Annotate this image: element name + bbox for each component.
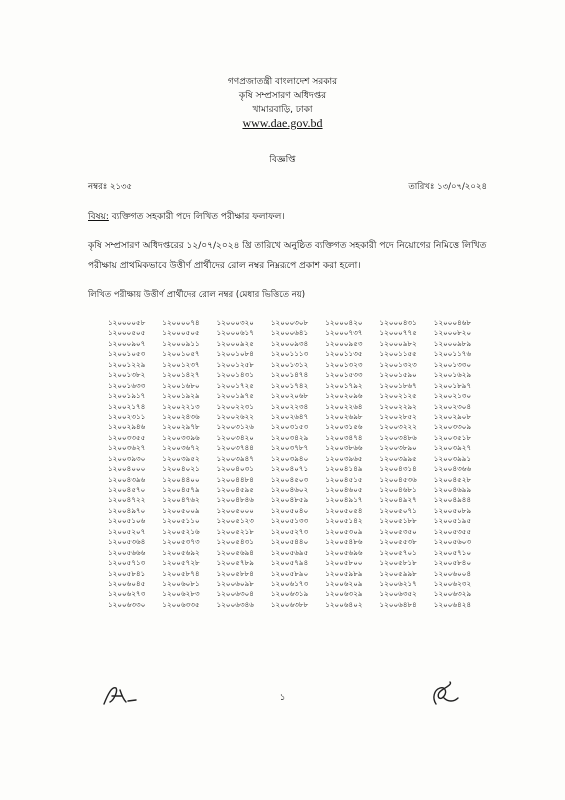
roll-number: ১২০০১৯১৭ <box>108 391 146 401</box>
subject-text: ব্যক্তিগত সহকারী পদে লিখিত পরীক্ষার ফলাফল। <box>108 212 285 222</box>
roll-number: ১২০০৪৬০৫ <box>325 485 363 494</box>
roll-number: ১২০০৫৯৮৯ <box>325 568 363 578</box>
roll-number: ১২০০৫১৯৫ <box>433 516 472 526</box>
roll-number: ১২০০১৩২৩ <box>325 359 363 369</box>
roll-number: ১২০০৪৯১৭ <box>325 495 363 505</box>
roll-number: ১২০০৫৮৪১ <box>108 568 146 578</box>
roll-number: ১২০০৩৯৬৫ <box>325 453 363 463</box>
roll-number: ১২০০২৯৭৮ <box>162 422 200 432</box>
roll-number: ১২০০৪৫৩৬ <box>379 474 417 484</box>
roll-number: ১২০০২৩১১ <box>108 411 146 421</box>
roll-number: ১২০০৪৪৮৪ <box>216 474 254 484</box>
roll-number: ১২০০৬৩৩০ <box>108 599 146 609</box>
roll-number: ১২০০১৭২৫ <box>216 380 254 390</box>
roll-number: ১২০০১২৩৭ <box>162 359 200 369</box>
roll-number: ১২০০৫০০৯ <box>162 505 200 515</box>
roll-number: ১২০০২৮৫২ <box>379 411 417 421</box>
roll-number: ১২০০০৫০৫ <box>108 328 146 338</box>
roll-number: ১২০০৬৩২৯ <box>433 589 472 599</box>
roll-number: ১২০০১০৫৭ <box>162 349 200 359</box>
roll-number: ১২০০৫১৪২ <box>325 516 363 526</box>
roll-number: ১২০০৪৩৯৬ <box>108 474 146 484</box>
roll-number: ১২০০১১১৩ <box>270 349 309 359</box>
roll-number: ১২০০৬৩৮৮ <box>270 599 309 609</box>
roll-number-grid <box>108 318 488 610</box>
memo-number: নম্বরঃ ২১৩৫ <box>88 182 133 192</box>
notice-date: তারিখঃ ১৩/০৭/২০২৪ <box>408 182 487 192</box>
roll-number: ১২০০৪১৪৯ <box>325 464 363 474</box>
roll-number: ১২০০০৬৪১ <box>270 328 309 338</box>
roll-number: ১২০০৬৩১৯ <box>270 589 309 599</box>
roll-number: ১২০০৩৯৪০ <box>270 453 309 463</box>
roll-number: ১২০০৩৮৬৬ <box>325 443 363 453</box>
roll-number: ১২০০৪৫২৮ <box>433 474 472 484</box>
roll-number: ১২০০০৩০৮ <box>270 318 309 327</box>
roll-number: ১২০০৬৩২৯ <box>325 589 363 599</box>
roll-number: ১২০০৫৬৯৬ <box>325 547 363 557</box>
roll-number: ১২০০৪০২১ <box>162 464 200 474</box>
roll-number: ১২০০০৩২০ <box>216 318 254 327</box>
roll-number: ১২০০২৬২২ <box>216 411 254 421</box>
roll-number: ১২০০১৩২৩ <box>379 359 417 369</box>
roll-number: ১২০০৫৩৭৩ <box>162 537 200 547</box>
roll-number: ১২০০২২৩১ <box>216 401 254 411</box>
roll-number: ১২০০০০৫৮ <box>108 318 146 327</box>
roll-number: ১২০০৪৬৯৯ <box>433 485 472 494</box>
roll-number: ১২০০০৯০৭ <box>108 338 146 348</box>
roll-number: ১২০০১৪২৭ <box>162 370 200 380</box>
roll-number: ১২০০৪৬৮১ <box>379 485 417 494</box>
roll-number: ১২০০১৩৩০ <box>433 359 472 369</box>
roll-number: ১২০০৫৪৪০ <box>270 537 309 547</box>
roll-number: ১২০০১১৭৬ <box>433 349 472 359</box>
roll-number: ১২০০৩৯৯৫ <box>379 453 417 463</box>
roll-number: ১২০০৬৪০২ <box>325 599 363 609</box>
roll-number: ১২০০৪৩১৪ <box>379 464 417 474</box>
roll-number: ১২০০০৮২০ <box>433 328 472 338</box>
roll-number: ১২০০৩৯৪৭ <box>216 453 254 463</box>
roll-number: ১২০০২৩০৪ <box>433 401 472 411</box>
roll-number: ১২০০৫৮১৮ <box>379 558 417 568</box>
roll-number: ১২০০১১৫৫ <box>379 349 417 359</box>
roll-number: ১২০০৪৫১৫ <box>325 474 363 484</box>
roll-number: ১২০০১৮৯৭ <box>433 380 472 390</box>
roll-number: ১২০০৫৬৯৫ <box>270 547 309 557</box>
roll-number: ১২০০১৭৯২ <box>325 380 363 390</box>
roll-number: ১২০০৫৮৪০ <box>433 558 472 568</box>
roll-number: ১২০০৬০৯৮ <box>216 578 254 588</box>
roll-number: ১২০০৪৪০০ <box>162 474 200 484</box>
subject-label: বিষয়: <box>88 212 109 222</box>
roll-number: ১২০০১২৫৮ <box>216 359 254 369</box>
roll-number: ১২০০৩৩৯৬ <box>162 432 200 442</box>
roll-number: ১২০০৪৭৬২ <box>162 495 200 505</box>
roll-number: ১২০০৫৮০০ <box>325 558 363 568</box>
roll-number: ১২০০৫৭৯৪ <box>270 558 309 568</box>
roll-number: ১২০০৩৯৩০ <box>108 453 146 463</box>
roll-number: ১২০০২০৬৮ <box>270 391 309 401</box>
roll-number: ১২০০১২২৯ <box>108 359 146 369</box>
roll-number: ১২০০২৪৩৬ <box>162 411 200 421</box>
roll-number: ১২০০৫১৮৮ <box>379 516 417 526</box>
roll-number: ১২০০৫৯৯৮ <box>379 568 417 578</box>
roll-number: ১২০০৪৩৬৬ <box>433 464 472 474</box>
roll-number: ১২০০৫৬৯৪ <box>216 547 254 557</box>
roll-number: ১২০০৬৩৩৫ <box>162 599 200 609</box>
roll-number: ১২০০৩১৫৬ <box>325 422 363 432</box>
subject-line <box>88 209 285 224</box>
roll-number: ১২০০২১৩০ <box>433 391 472 401</box>
roll-number: ১২০০৩৪৭৪ <box>325 432 363 442</box>
roll-number: ১২০০৫১৩৩ <box>270 516 309 526</box>
roll-number: ১২০০৫৬০৩ <box>433 537 472 547</box>
roll-number: ১২০০৬৩৫২ <box>379 589 417 599</box>
roll-number: ১২০০১৭৪২ <box>270 380 309 390</box>
roll-number: ১২০০১৮৬৭ <box>379 380 417 390</box>
roll-number: ১২০০৪০৭১ <box>270 464 309 474</box>
roll-number: ১২০০৩৯৯১ <box>433 453 472 463</box>
roll-number: ১২০০১৯২৯ <box>162 391 200 401</box>
roll-number: ১২০০৫৮৮৪ <box>216 568 254 578</box>
govt-name: গণপ্রজাতন্ত্রী বাংলাদেশ সরকার <box>227 77 338 87</box>
roll-number: ১২০০৫১১০ <box>162 516 200 526</box>
roll-number: ১২০০৩১৫৩ <box>270 422 309 432</box>
roll-number: ১২০০০৬১৭ <box>216 328 254 338</box>
roll-number: ১২০০৫৪৮৬ <box>325 537 363 547</box>
roll-number: ১২০০৬২৮৩ <box>162 589 200 599</box>
roll-number: ১২০০৪৯৭০ <box>108 505 146 515</box>
roll-number: ১২০০৬২৩২ <box>433 578 472 588</box>
roll-number: ১২০০৪৫০৩ <box>270 474 309 484</box>
roll-number: ১২০০০৯৩৪ <box>270 338 309 348</box>
roll-number: ১২০০০৪৬৮ <box>433 318 472 327</box>
roll-number: ১২০০৪৮৪৬ <box>216 495 254 505</box>
roll-number: ১২০০২১২৫ <box>379 391 417 401</box>
roll-number: ১২০০৩৭৮৭ <box>270 443 309 453</box>
roll-number: ১২০০২২৬৪ <box>325 401 363 411</box>
department-name: কৃষি সম্প্রসারণ অধিদপ্তর <box>238 91 327 101</box>
notice-title: বিজ্ঞপ্তি <box>269 155 296 165</box>
roll-number: ১২০০৩৪২০ <box>216 432 254 442</box>
roll-number: ১২০০৩৩৫৫ <box>108 432 146 442</box>
roll-number: ১২০০৫৩৫০ <box>379 526 417 536</box>
roll-number: ১২০০৫৫৩৮ <box>379 537 417 547</box>
roll-number: ১২০০৪৫৯৫ <box>216 485 254 494</box>
roll-number: ১২০০৪৯৪৪ <box>433 495 472 505</box>
roll-number: ১২০০৫০৫৪ <box>325 505 363 515</box>
roll-number: ১২০০১০৮৪ <box>216 349 254 359</box>
roll-number: ১২০০৫৩৫৫ <box>433 526 472 536</box>
roll-number: ১২০০০৯২৫ <box>216 338 254 348</box>
roll-number: ১২০০৩২২২ <box>379 422 417 432</box>
roll-number: ১২০০১৬৮০ <box>162 380 200 390</box>
roll-number: ১২০০২১৭৪ <box>108 401 146 411</box>
roll-number: ১২০০৬২৭৩ <box>108 589 146 599</box>
roll-number: ১২০০৩৬২৭ <box>108 443 146 453</box>
roll-number: ১২০০৫৬৬৬ <box>108 547 146 557</box>
roll-number: ১২০০৬৩৪৬ <box>216 599 254 609</box>
roll-number: ১২০০৫২১৮ <box>216 526 254 536</box>
roll-number: ১২০০০০৭৪ <box>162 318 200 327</box>
roll-number: ১২০০০৯৮৯ <box>433 338 472 348</box>
roll-number: ১২০০০৫০৫ <box>162 328 200 338</box>
roll-number: ১২০০৫০৮৯ <box>433 505 472 515</box>
office-location: খামারবাড়ি, ঢাকা <box>252 105 313 115</box>
roll-number: ১২০০৩৬৭২ <box>162 443 200 453</box>
roll-number: ১২০০৩৭৪৪ <box>216 443 254 453</box>
roll-number: ১২০০৪০৩১ <box>216 464 254 474</box>
roll-number: ১২০০১৬২৯ <box>433 370 472 380</box>
roll-number: ১২০০২৬৪৭ <box>270 411 309 421</box>
roll-number: ১২০০৪৭২২ <box>108 495 146 505</box>
roll-number: ১২০০৫১০৬ <box>108 516 146 526</box>
website-link[interactable]: www.dae.gov.bd <box>242 116 323 130</box>
roll-number: ১২০০২২৩৪ <box>270 401 309 411</box>
roll-number: ১২০০৬৪৮৪ <box>379 599 417 609</box>
roll-number: ১২০০৩৯৫২ <box>162 453 200 463</box>
roll-number: ১২০০২০৯৬ <box>325 391 363 401</box>
roll-number: ১২০০৪০০০ <box>108 464 146 474</box>
roll-number: ১২০০০৭৭৫ <box>379 328 417 338</box>
roll-number: ১২০০০৯১১ <box>162 338 200 348</box>
roll-number: ১২০০৫০০০ <box>216 505 254 515</box>
roll-number: ১২০০৪৫৭৯ <box>162 485 200 494</box>
roll-number: ১২০০২৬৯৮ <box>325 411 363 421</box>
roll-number: ১২০০১৫৩৩ <box>325 370 363 380</box>
roll-number: ১২০০২৯৪৬ <box>108 422 146 432</box>
roll-number: ১২০০৫১২৩ <box>216 516 254 526</box>
roll-number: ১২০০৩৫১৮ <box>433 432 472 442</box>
roll-number: ১২০০৪৯২৭ <box>379 495 417 505</box>
roll-number: ১২০০১৫৯০ <box>379 370 417 380</box>
roll-number: ১২০০৬০৮১ <box>162 578 200 588</box>
roll-number: ১২০০১৩৮২ <box>108 370 146 380</box>
roll-number: ১২০০০৯৫৩ <box>325 338 363 348</box>
roll-number: ১২০০৫৭০১ <box>379 547 417 557</box>
roll-number: ১২০০১৪৩১ <box>216 370 254 380</box>
roll-number: ১২০০৬০৪৫ <box>108 578 146 588</box>
roll-number: ১২০০৫০৪০ <box>270 505 309 515</box>
roll-number: ১২০০৬১৭৩ <box>270 578 309 588</box>
roll-number: ১২০০১৩১২ <box>270 359 309 369</box>
roll-number: ১২০০৫৭৮৯ <box>216 558 254 568</box>
roll-number: ১২০০০৯৮২ <box>379 338 417 348</box>
roll-number: ১২০০৩৮৯০ <box>379 443 417 453</box>
roll-number: ১২০০৬২১৭ <box>379 578 417 588</box>
page-number: ১ <box>279 693 286 703</box>
roll-number: ১২০০২৯০৮ <box>433 411 472 421</box>
roll-number: ১২০০৬০০৪ <box>433 568 472 578</box>
roll-number: ১২০০৫০৭১ <box>379 505 417 515</box>
roll-number: ১২০০৫৭২৮ <box>162 558 200 568</box>
roll-number: ১২০০২২১৩ <box>162 401 200 411</box>
roll-number: ১২০০০৭৩৭ <box>325 328 363 338</box>
roll-number: ১২০০১১৩৫ <box>325 349 363 359</box>
roll-number: ১২০০৫২১৬ <box>162 526 200 536</box>
roll-number: ১২০০১০৫৩ <box>108 349 146 359</box>
roll-number: ১২০০৫৪৩১ <box>216 537 254 547</box>
roll-number: ১২০০০৪৩১ <box>379 318 417 327</box>
roll-number: ১২০০৩৯২৭ <box>433 443 472 453</box>
roll-number: ১২০০৬২০৯ <box>325 578 363 588</box>
roll-number: ১২০০৩৪২৯ <box>270 432 309 442</box>
body-paragraph: কৃষি সম্প্রসারণ অধিদপ্তরের ১২/০৭/২০২৪ খ্রি তারিখে অনুষ্ঠিত ব্যক্তিগত সহকারী পদে নিয়োগের নিমিত্তে লিখিত পরীক্ষায় প্রাথমিকভাবে উত্তীর্ণ প্রার্থীদের রোল নম্বর নিম্নরূপে প্রকাশ করা হলো। <box>88 241 487 271</box>
signature-right <box>426 680 462 708</box>
roll-number: ১২০০৬৪২৪ <box>433 599 472 609</box>
roll-number: ১২০০১৯৭৫ <box>216 391 254 401</box>
roll-number: ১২০০৫৭১৩ <box>108 558 146 568</box>
roll-number: ১২০০৬৩০৪ <box>216 589 254 599</box>
roll-number: ১২০০২২৯২ <box>379 401 417 411</box>
roll-number: ১২০০৫৩০৯ <box>325 526 363 536</box>
roll-number: ১২০০৩৪৮৬ <box>379 432 417 442</box>
roll-number: ১২০০১৬৩৩ <box>108 380 146 390</box>
roll-number: ১২০০৫৭১০ <box>433 547 472 557</box>
roll-number: ১২০০৪৫৭০ <box>108 485 146 494</box>
roll-number: ১২০০৫৮৯০ <box>270 568 309 578</box>
roll-number: ১২০০৫৬৯২ <box>162 547 200 557</box>
list-heading: লিখিত পরীক্ষায় উত্তীর্ণ প্রার্থীদের রোল নম্বর (মেধার ভিত্তিতে নয়) <box>88 290 306 300</box>
roll-number: ১২০০১৪৭৪ <box>270 370 309 380</box>
roll-number: ১২০০৫২০৭ <box>108 526 146 536</box>
roll-number: ১২০০০৪২০ <box>325 318 363 327</box>
roll-number: ১২০০৩৩০৯ <box>433 422 472 432</box>
roll-number: ১২০০৫৮৭৪ <box>162 568 200 578</box>
roll-number: ১২০০৫৩৬৪ <box>108 537 146 547</box>
roll-number: ১২০০৪৬০২ <box>270 485 309 494</box>
roll-number: ১২০০৩১২৬ <box>216 422 254 432</box>
roll-number: ১২০০৪৮৫৯ <box>270 495 309 505</box>
roll-number: ১২০০৫২৭৩ <box>270 526 309 536</box>
